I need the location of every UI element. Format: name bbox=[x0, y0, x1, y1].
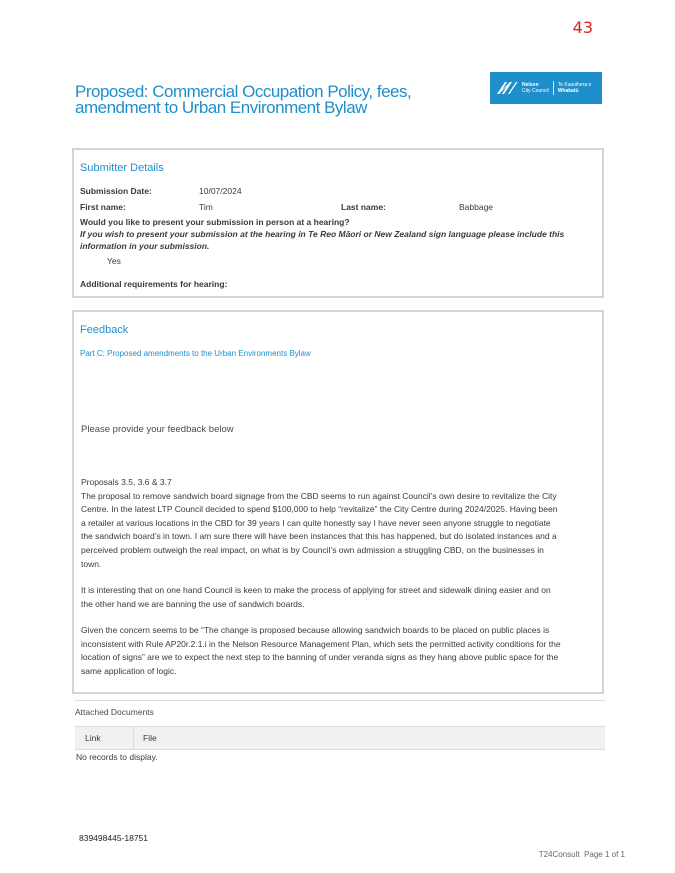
document-id: 839498445-18751 bbox=[79, 833, 149, 843]
feedback-paragraph-3: Given the concern seems to be “The change is proposed because allowing sandwich boards to be placed on public places is inconsistent with Rule AP20r.2.1.i in the Nelson Resource Management Plan, which sets the permitted activity conditions for the location of signs” are we to expect the next step to the banning of under veranda signs as they hang above public space for the same application of logic. bbox=[81, 625, 561, 676]
page-number: 43 bbox=[572, 18, 593, 37]
column-header-file[interactable]: File bbox=[143, 733, 157, 743]
logo-divider bbox=[553, 81, 554, 95]
feedback-heading: Feedback bbox=[80, 324, 129, 336]
hearing-question: Would you like to present your submission in person at a hearing? bbox=[80, 217, 350, 227]
first-name-label: First name: bbox=[80, 202, 126, 212]
logo-maori-name: Te Kaunihera o Whakatū bbox=[557, 82, 592, 94]
part-c-link[interactable]: Part C: Proposed amendments to the Urban Environments Bylaw bbox=[80, 349, 311, 358]
submitter-details-panel bbox=[72, 148, 604, 298]
feedback-paragraph-1: Proposals 3.5, 3.6 & 3.7 The proposal to remove sandwich board signage from the CBD seems to run against Council’s own desire to revitalize the City Centre. In the latest LTP Council decided to spend $100,000 to help “revitalize” the City Centre during 2024/2025. Having been a retailer at various locations in the CBD for 39 years I can quite honestly say I have never seen anyone struggle to negotiate the sandwich board’s in town. I am sure there will have been instances that this has happened, but do isolated instances and a perceived problem outweigh the real impact, on what is by Council’s own admission a struggling CBD, on the businesses in town. bbox=[81, 477, 558, 569]
additional-requirements-label: Additional requirements for hearing: bbox=[80, 279, 228, 289]
column-header-link[interactable]: Link bbox=[85, 733, 101, 743]
last-name-value: Babbage bbox=[459, 202, 494, 212]
feedback-paragraph-2: It is interesting that on one hand Council is keen to make the process of applying for street and sidewalk dining easier and on the other hand we are banning the use of sandwich boards. bbox=[81, 585, 551, 609]
council-logo bbox=[490, 72, 602, 104]
nelson-logo-icon bbox=[496, 79, 518, 97]
page-footer: T24Consult Page 1 of 1 bbox=[538, 850, 625, 859]
submission-date-value: 10/07/2024 bbox=[199, 186, 242, 196]
attached-documents-table-header bbox=[75, 726, 605, 750]
submitter-details-heading: Submitter Details bbox=[80, 162, 164, 174]
first-name-value: Tim bbox=[199, 202, 213, 212]
feedback-panel bbox=[72, 310, 604, 694]
attached-divider bbox=[75, 700, 605, 701]
hearing-answer: Yes bbox=[107, 256, 121, 266]
attached-documents-heading: Attached Documents bbox=[75, 707, 154, 717]
hearing-language-note: If you wish to present your submission at the hearing in Te Reo Māori or New Zealand sign language please include this information in your submission. bbox=[80, 229, 565, 251]
feedback-prompt: Please provide your feedback below bbox=[81, 424, 234, 435]
logo-english-name: Nelson City Council bbox=[522, 82, 549, 94]
no-records-message: No records to display. bbox=[76, 752, 158, 762]
page-title: Proposed: Commercial Occupation Policy, fees, amendment to Urban Environment Bylaw bbox=[75, 82, 412, 117]
column-separator bbox=[133, 727, 134, 749]
last-name-label: Last name: bbox=[341, 202, 386, 212]
submission-date-label: Submission Date: bbox=[80, 186, 152, 196]
